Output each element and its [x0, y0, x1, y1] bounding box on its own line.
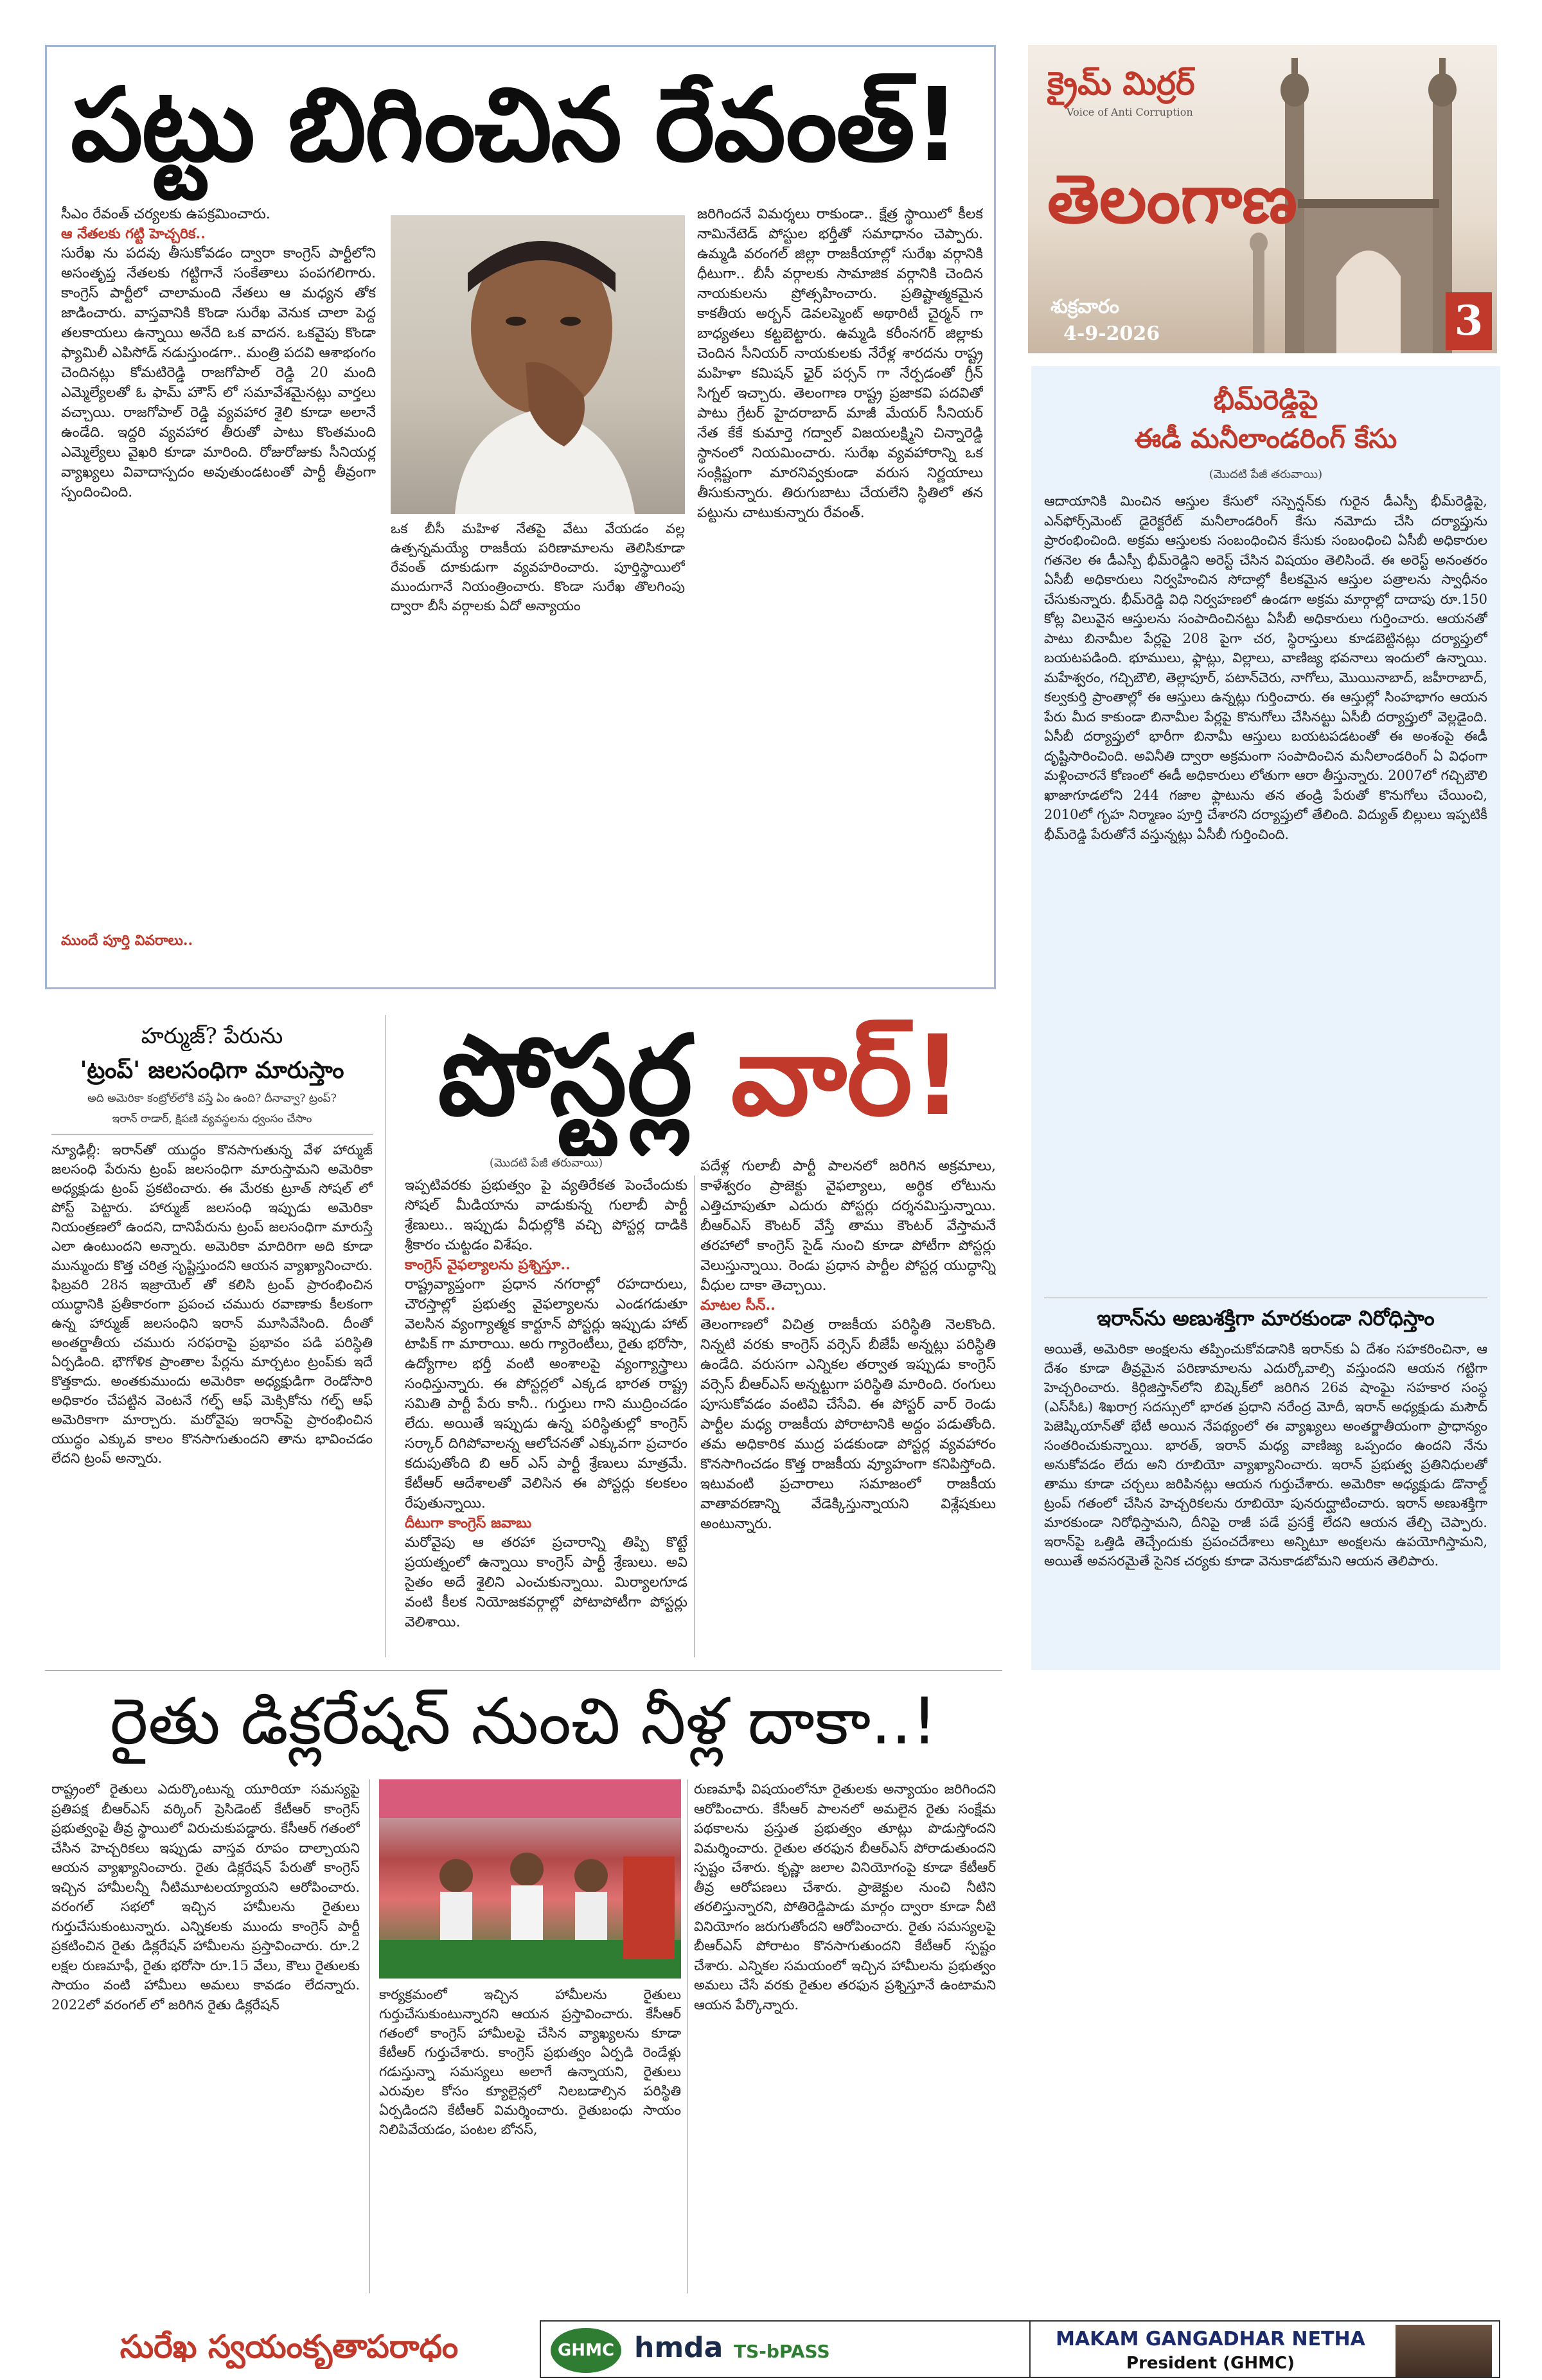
poster-headline-black: పోస్టర్ల [438, 1011, 693, 1140]
poster-col1 [405, 1176, 687, 1664]
lead-headline: పట్టు బిగించిన రేవంత్! [71, 66, 959, 184]
lead-intro [61, 204, 376, 962]
revanth-photo [391, 215, 685, 514]
poster-col2 [700, 1156, 996, 1664]
farmer-headline: రైతు డిక్లరేషన్ నుంచి నీళ్ల దాకా..! [110, 1684, 937, 1759]
lead-body-col1: సురేఖ ను పదవు తీసుకోవడం ద్వారా కాంగ్రెస్ పార్టీలోని అసంతృప్త నేతలకు గట్టిగానే సంకేతాలు పంపగలిగారు. కాంగ్రెస్ పార్టీలో చాలామంది నేతలు ఆ మధ్యన తోక జాడించారు. వాస్తవానికి కొండా సురేఖ వెనుక చాలా పెద్ద తలకాయలు ఉన్నాయి అనేది ఒక వాదన. ఒకవైపు కొండా ఫ్యామిలీ ఎపిసోడ్ నడుస్తుండగా.. మంత్రి పదవి ఆశాభంగం చెందినట్లు కోమటిరెడ్డి రాజగోపాల్ రెడ్డి 20 మంది ఎమ్మెల్యేలతో ఓ ఫామ్ హౌస్ లో సమావేశమైనట్లు వార్తలు వచ్చాయి. రాజగోపాల్ రెడ్డి వ్యవహార శైలి కూడా అలానే ఉండేది. ఇద్దరి వ్యవహార తీరుతో పాటు కొంతమంది ఎమ్మెల్యేలు వైఖరి కూడా మారింది. రోజురోజుకు సీనియర్ల వ్యాఖ్యలు వివాదాస్పదం అవుతుండటంతో పార్టీ తీవ్రంగా స్పందించింది. [61, 245, 376, 500]
ad-person-photo [1396, 2325, 1492, 2378]
farmer-column-rule-1 [369, 1779, 370, 2293]
page-number-badge: 3 [1446, 292, 1492, 350]
ed-headline-2: ఈడీ మనీలాండరింగ్ కేసు [1134, 423, 1397, 454]
poster-headline [398, 1002, 1002, 1156]
ed-headline-1: భీమ్‌రెడ్డిపై [1213, 384, 1318, 416]
hormuz-body: న్యూఢిల్లీ: ఇరాన్‌తో యుద్ధం కొనసాగుతున్న వేళ హార్ముజ్ జలసంధి పేరును ట్రంప్ జలసంధిగా మారుస్తామని అమెరికా అధ్యక్షుడు ట్రంప్ ప్రకటించారు. ఈ మేరకు ట్రూత్ సోషల్ లో పోస్ట్ పెట్టారు. హార్ముజ్ జలసంధి ఇప్పుడు అమెరికా నియంత్రణలో ఉందని, దానిపేరును ట్రంప్ జలసంధిగా మారుస్తే ఎలా ఉంటుందని అన్నారు. అమెరికా మాదిరిగా అది కూడా మున్ముందు కొత్త చరిత్ర సృష్టిస్తుందని ఆయన వ్యాఖ్యానించారు. ఫిబ్రవరి 28న ఇజ్రాయెల్ తో కలిసి ట్రంప్ ప్రారంభించిన యుద్ధానికి ప్రతీకారంగా ప్రపంచ చమురు రవాణాకు కీలకంగా ఉన్న హార్ముజ్ జలసంధిని ఇరాన్ మూసివేసింది. దీంతో అంతర్జాతీయ చమురు సరఫరాపై ప్రభావం పడి పరిస్థితి ఏర్పడింది. భౌగోళిక ప్రాంతాల పేర్లను మార్చటం ట్రంప్‌కు ఇదే కొత్తకాదు. అంతకుముందు అమెరికా అధ్యక్షుడిగా రెండోసారి అధికారం చేపట్టిన వెంటనే గల్ఫ్ ఆఫ్ మెక్సికోను గల్ఫ్ ఆఫ్ అమెరికాగా మార్చారు. మరోవైపు ఇరాన్‌పై ప్రారంభించిన యుద్ధం ఎక్కువ కాలం కొనసాగుతుందని తాను భావించడం లేదని ట్రంప్ అన్నారు. [51, 1142, 373, 1466]
farmer-col2: రుణమాఫీ విషయంలోనూ రైతులకు అన్యాయం జరిగిందని ఆరోపించారు. కేసీఆర్ పాలనలో అమలైన రైతు సంక్షేమ పథకాలను ప్రస్తుత ప్రభుత్వం తూట్లు పొడుస్తోందని విమర్శించారు. రైతుల తరఫున బీఆర్ఎస్ పోరాడుతుందని స్పష్టం చేశారు. కృష్ణా జలాల వినియోగంపై కూడా కేటీఆర్ తీవ్ర ఆరోపణలు చేశారు. ప్రాజెక్టుల నుంచి నీటిని తరలిస్తున్నారని, పోతిరెడ్డిపాడు మార్గం ద్వారా కూడా నీటి వినియోగం జరుగుతోందని ఆరోపించారు. రైతు సమస్యలపై బీఆర్ఎస్ పోరాటం కొనసాగుతుందని కేటీఆర్ స్పష్టం చేశారు. ఎన్నికల సమయంలో ఇచ్చిన హామీలను ప్రభుత్వం అమలు చేసే వరకు రైతుల తరఫున ప్రశ్నిస్తూనే ఉంటామని ఆయన పేర్కొన్నారు. [694, 1781, 996, 2013]
masthead-tagline: Voice of Anti Corruption [1067, 106, 1193, 118]
tsbpass-logo: TS-bPASS [734, 2341, 830, 2362]
masthead-day: శుక్రవారం [1050, 295, 1119, 318]
masthead [1028, 45, 1497, 353]
farmer-photo-caption: కార్యక్రమంలో ఇచ్చిన హామీలను రైతులు గుర్తుచేసుకుంటున్నారని ఆయన ప్రస్తావించారు. కేసీఆర్ గతంలో కాంగ్రెస్ హామీలపై చేసిన వ్యాఖ్యలను కూడా కేటీఆర్ గుర్తుచేశారు. కాంగ్రెస్ ప్రభుత్వం ఏర్పడి రెండేళ్లు గడుస్తున్నా సమస్యలు అలాగే ఉన్నాయని, రైతులు ఎరువుల కోసం క్యూలైన్లలో నిలబడాల్సిన పరిస్థితి ఏర్పడిందని కేటీఆర్ విమర్శించారు. రైతుబంధు సాయం నిలిపివేయడం, పంటల బోనస్, [379, 1987, 681, 2137]
lead-photo-caption: ఒక బీసీ మహిళ నేతపై వేటు వేయడం వల్ల ఉత్పన్నమయ్యే రాజకీయ పరిణామాలను తెలిసికూడా రేవంత్ దూకుడుగా వ్యవహరించారు. పూర్తిస్థాయిలో ముందుగానే నియంత్రించారు. కొండా సురేఖ తొలగింపు ద్వారా బీసీ వర్గాలకు ఏదో అన్యాయం [391, 521, 685, 613]
poster-subhead-2: దీటుగా కాంగ్రెస్ జవాబు [405, 1515, 532, 1531]
masthead-brand: క్రైమ్ మిర్రర్ [1047, 64, 1195, 102]
poster-body-5: తెలంగాణలో విచిత్ర రాజకీయ పరిస్థితి నెలకొంది. నిన్నటి వరకు కాంగ్రెస్ వర్సెస్ బీజేపీ అన్నట్లు పరిస్థితి ఉండేది. వరుసగా ఎన్నికల తర్వాత ఇప్పుడు కాంగ్రెస్ వర్సెస్ బీఆర్ఎస్ అన్నట్టుగా పరిస్థితి మారింది. రంగులు పూసుకోవడం వంటివి చేసేవి. ఈ పోస్టర్ వార్ రెండు పార్టీల మధ్య రాజకీయ పోరాటానికి అద్దం పడుతోంది. తమ అధికారిక ముద్ర పడకుండా పోస్టర్ల వ్యవహారం కొనసాగించడం కొత్త రాజకీయ వ్యూహంగా కనిపిస్తోంది. ఇటువంటి ప్రచారాలు సమాజంలో రాజకీయ వాతావరణాన్ని వేడెక్కిస్తున్నాయని విశ్లేషకులు అంటున్నారు. [700, 1317, 996, 1532]
ghmc-logo: GHMC [551, 2328, 621, 2373]
ed-body: ఆదాయానికి మించిన ఆస్తుల కేసులో సస్పెన్షన్‌కు గురైన డీఎస్పీ భీమ్‌రెడ్డిపై, ఎన్‌ఫోర్స్‌మెంట్ డైరెక్టరేట్ మనీలాండరింగ్ కేసు నమోదు చేసి దర్యాప్తును ప్రారంభించింది. అక్రమ ఆస్తులకు సంబంధించిన కేసుకు సంబంధించి ఏసీబీ అధికారుల గతనెల ఈ డీఎస్పీ భీమ్‌రెడ్డిని అరెస్ట్ చేసిన విషయం తెలిసిందే. ఈ అరెస్ట్ అనంతరం ఏసీబీ అధికారులు నిర్వహించిన సోదాల్లో కీలకమైన ఆస్తుల పత్రాలను స్వాధీనం చేసుకున్నారు. భీమ్‌రెడ్డి విధి నిర్వహణలో ఉండగా అక్రమ మార్గాల్లో దాదాపు రూ.150 కోట్ల విలువైన ఆస్తులను సంపాదించినట్టు ఏసీబీ అధికారులు గుర్తించారు. ఆయనతో పాటు బినామీల పేర్లపై 208 పైగా చర, స్థిరాస్తులు కూడబెట్టినట్లు దర్యాప్తులో బయటపడింది. భూములు, ఫ్లాట్లు, విల్లాలు, వాణిజ్య భవనాలు ఇందులో ఉన్నాయి. మహేశ్వరం, గచ్చిబౌలి, తెల్లాపూర్, పటాన్‌చెరు, నాగోలు, మొయినాబాద్, జహీరాబాద్, కల్వకుర్తి ప్రాంతాల్లో ఈ ఆస్తులు ఉన్నట్లు గుర్తించారు. ఈ ఆస్తుల్లో సింహభాగం ఆయన పేరు మీద కాకుండా బినామీల పేర్లపై కొనుగోలు చేసినట్టు ఏసీబీ దర్యాప్తులో వెల్లడైంది. ఏసీబీ దర్యాప్తులో భారీగా బినామీ ఆస్తులు బయటపడటంతో ఈ అంశంపై ఈడీ దృష్టిసారించింది. అవినీతి ద్వారా అక్రమంగా సంపాదించిన మనీలాండరింగ్ ఏ విధంగా మళ్లించారనే కోణంలో ఈడీ అధికారులు లోతుగా ఆరా తీస్తున్నారు. 2007లో గచ్చిబౌలి ఖాజాగూడలోని 244 గజాల ఫ్లాటును తన తండ్రి పేరుతో కొనుగోలు చేయించి, 2010లో గృహ నిర్మాణం పూర్తి చేశారని దర్యాప్తులో తేలింది. విద్యుత్ బిల్లులు ఇప్పటికీ భీమ్‌రెడ్డి పేరుతోనే వస్తున్నట్లు ఏసీబీ గుర్తించింది. [1044, 493, 1487, 842]
advertisement [540, 2320, 1500, 2378]
ad-person-box [1029, 2322, 1389, 2378]
hormuz-headline: 'ట్రంప్' జలసంధిగా మారుస్తాం [80, 1057, 344, 1084]
ad-person-title: President (GHMC) [1126, 2354, 1295, 2373]
hormuz-deck: అది అమెరికా కంట్రోల్‌లోకి వస్తే ఏం ఉంది? దీనావ్వా? ట్రంప్? [87, 1092, 337, 1105]
masthead-date: 4-9-2026 [1063, 322, 1160, 345]
hormuz-kicker: హర్ముజ్? పేరును [141, 1023, 283, 1049]
poster-body-3: మరోవైపు ఆ తరహా ప్రచారాన్ని తిప్పి కొట్టే ప్రయత్నంలో ఉన్నాయి కాంగ్రెస్ పార్టీ శ్రేణులు. అవి సైతం అదే శైలిని ఎంచుకున్నాయి. మిర్యాలగూడ వంటి కీలక నియోజకవర్గాల్లో పోటాపోటీగా పోస్టర్లు వెలిశాయి. [405, 1535, 687, 1630]
poster-body-1: ఇప్పటివరకు ప్రభుత్వం పై వ్యతిరేకత పెంచేందుకు సోషల్ మీడియాను వాడుకున్న గులాబీ పార్టీ శ్రేణులు.. ఇప్పుడు వీధుల్లోకి వచ్చి పోస్టర్ల దాడికి శ్రీకారం చుట్టడం విశేషం. [405, 1177, 687, 1253]
ed-continued: (మొదటి పేజీ తరువాయి) [1209, 468, 1323, 481]
farmer-column-rule-2 [687, 1779, 688, 2293]
hmda-logo: hmda [634, 2331, 723, 2364]
iran-headline: ఇరాన్‌ను అణుశక్తిగా మారకుండా నిరోధిస్తాం [1097, 1306, 1435, 1330]
lead-body-col2: జరిగిందనే విమర్శలు రాకుండా.. క్షేత్ర స్థాయిలో కీలక నామినేటెడ్ పోస్టుల భర్తీతో సమాధానం చెప్పారు. ఉమ్మడి వరంగల్ జిల్లా రాజకీయాల్లో సురేఖ వర్గానికి ధీటుగా.. బీసీ వర్గాలకు సామాజిక వర్గానికి చెందిన నాయకులను ప్రోత్సహించారు. ప్రతిష్టాత్మకమైన కాకతీయ అర్బన్ డెవలప్మెంట్ అథారిటీ చైర్మన్ గా బాధ్యతలు కట్టబెట్టారు. ఉమ్మడి కరీంనగర్ జిల్లాకు చెందిన సీనియర్ నాయకులకు నేరేళ్ల శారదను రాష్ట్ర మహిళా కమిషన్ ఛైర్ పర్సన్ గా నేర్పడంతో గ్రీన్ సిగ్నల్ ఇచ్చారు. తెలంగాణ రాష్ట్ర ప్రజాకవి పదవితో పాటు గ్రేటర్ హైదరాబాద్ మాజీ మేయర్ సీనియర్ నేత కేకే కుమార్తె గద్వాల్ విజయలక్ష్మిని చిన్నారెడ్డి స్థానంలో నియమించారు. సురేఖ వ్యవహారాన్ని ఒక సంక్లిష్టంగా మారనివ్వకుండా వరుస నిర్ణయాలు తీసుకున్నారు. తిరుగుబాటు చేయలేని స్థితిలో తన పట్టును చాటుకున్నారు రేవంత్. [697, 206, 983, 521]
hormuz-byline: ఇరాన్ రాడార్, క్షిపణి వ్యవస్థలను ధ్వంసం చేసాం [112, 1113, 312, 1125]
poster-body-4: పదేళ్ల గులాబీ పార్టీ పాలనలో జరిగిన అక్రమాలు, కాళేశ్వరం ప్రాజెక్టు వైఫల్యాలు, అర్థిక లోటును ఎత్తిచూపుతూ ఎదురు పోస్టర్లు దర్శనమిస్తున్నాయి. బీఆర్ఎస్ కౌంటర్ వేస్తే తాము కౌంటర్ వేస్తామనే తరహాలో కాంగ్రెస్ సైడ్ నుంచి కూడా పోటీగా పోస్టర్లు వెలుస్తున్నాయి. రెండు ప్రధాన పార్టీల పోస్టర్ల యుద్ధాన్ని వీధుల దాకా తెచ్చాయి. [700, 1158, 996, 1294]
lead-subhead-2: ముందే పూర్తి వివరాలు.. [61, 932, 193, 949]
poster-subhead-1: కాంగ్రెస్ వైఫల్యాలను ప్రశ్నిస్తూ.. [405, 1256, 571, 1273]
ad-person-name: MAKAM GANGADHAR NETHA [1056, 2328, 1365, 2350]
lead-intro-text: సీఎం రేవంత్ చర్యలకు ఉపక్రమించారు. [61, 206, 270, 222]
lead-subhead-1: ఆ నేతలకు గట్టి హెచ్చరిక.. [61, 225, 206, 242]
ktr-rally-photo [379, 1779, 681, 1979]
poster-body-2: రాష్ట్రవ్యాప్తంగా ప్రధాన నగరాల్లో రహదారులు, చౌరస్తాల్లో ప్రభుత్వ వైఫల్యాలను ఎండగడుతూ వెలసిన వ్యంగ్యాత్మక కార్టూన్ పోస్టర్లు ఇప్పుడు హాట్ టాపిక్ గా మారాయి. అరు గ్యారెంటీలు, రైతు భరోసా, ఉద్యోగాల భర్తీ వంటి అంశాలపై వ్యంగ్యాస్త్రాలు సంధిస్తున్నారు. ఈ పోస్టర్లలో ఎక్కడ భారత రాష్ట్ర సమితి పార్టీ పేరు కానీ.. గుర్తులు గాని ముద్రించడం లేదు. అయితే ఇప్పుడు ఉన్న పరిస్థితుల్లో కాంగ్రెస్ సర్కార్ దిగిపోవాలన్న ఆలోచనతో ఎక్కువగా ప్రచారం కదుపుతోంది బి ఆర్ ఎస్ పార్టీ శ్రేణులు మాత్రమే. కేటీఆర్ ఆదేశాలతో వెలిసిన ఈ పోస్టర్లు కలకలం రేపుతున్నాయి. [405, 1276, 687, 1512]
poster-column-rule [694, 1176, 695, 1657]
farmer-top-rule [45, 1670, 1002, 1671]
masthead-state: తెలంగాణ [1047, 159, 1298, 238]
poster-headline-red: వార్! [731, 1011, 963, 1140]
farmer-col1: రాష్ట్రంలో రైతులు ఎదుర్కొంటున్న యూరియా సమస్యపై ప్రతిపక్ష బీఆర్ఎస్ వర్కింగ్ ప్రెసిడెంట్ కేటీఆర్ కాంగ్రెస్ ప్రభుత్వంపై తీవ్ర స్థాయిలో విరుచుకుపడ్డారు. కేసీఆర్ గతంలో చేసిన హెచ్చరికలు ఇప్పుడు వాస్తవ రూపం దాల్చాయని ఆయన వ్యాఖ్యానించారు. రైతు డిక్లరేషన్ పేరుతో కాంగ్రెస్ ఇచ్చిన హామీలన్నీ నీటిమూటలయ్యాయని ఆరోపించారు. వరంగల్ సభలో ఇచ్చిన హామీలను రైతులు గుర్తుచేసుకుంటున్నారు. ఎన్నికలకు ముందు కాంగ్రెస్ పార్టీ ప్రకటించిన రైతు డిక్లరేషన్ హామీలను ప్రస్తావించారు. రూ.2 లక్షల రుణమాఫీ, రైతు భరోసా రూ.15 వేలు, కౌలు రైతులకు సాయం వంటి హామీలు అమలు కావడం లేదన్నారు. 2022లో వరంగల్ లో జరిగిన రైతు డిక్లరేషన్ [51, 1781, 360, 2013]
poster-continued: (మొదటి పేజీ తరువాయి) [489, 1156, 603, 1170]
surekha-headline: సురేఖ స్వయంకృతాపరాధం [120, 2327, 459, 2365]
poster-subhead-3: మాటల సీన్.. [700, 1297, 775, 1314]
iran-body: అయితే, అమెరికా అంక్షలను తప్పించుకోవడానికి ఇరాన్‌కు ఏ దేశం సహకరించినా, ఆ దేశం కూడా తీవ్రమైన పరిణామాలను ఎదుర్కోవాల్సి వస్తుందని ఆయన గట్టిగా హెచ్చరించారు. కిర్గిజిస్తాన్‌లోని బిష్కెక్‌లో జరిగిన 26వ షాంఘై సహకార సంస్థ (ఎస్‌సీఓ) శిఖరాగ్ర సదస్సులో భారత ప్రధాని నరేంద్ర మోదీ, ఇరాన్ అధ్యక్షుడు మసౌద్ పెజెష్కియాన్‌తో భేటీ అయిన నేపథ్యంలో ఈ వ్యాఖ్యలు అంతర్జాతీయంగా ప్రాధాన్యం సంతరించుకున్నాయి. భారత్, ఇరాన్ మధ్య వాణిజ్య ఒప్పందం ఉందని నేను అనుకోవడం లేదు అని రూబియో వ్యాఖ్యానించారు. ఇరాన్ ప్రభుత్వ ప్రతినిధులతో తాము కూడా చర్చలు జరిపినట్లు ఆయన గుర్తుచేశారు. అమెరికా అధ్యక్షుడు డొనాల్డ్ ట్రంప్ గతంలో చేసిన హెచ్చరికలను రూబియో పునరుద్ఘాటించారు. ఇరాన్ అణుశక్తిగా మారకుండా నిరోధిస్తామని, దీనిపై రాజీ పడే ప్రసక్తే లేదని ఆయన తేల్చి చెప్పారు. ఇరాన్‌పై ఒత్తిడి తెచ్చేందుకు ప్రపంచదేశాలు అన్నిటూ అంక్షలను ఉపయోగిస్తామని, అయితే అవసరమైతే సైనిక చర్యకు కూడా వెనుకాడబోమని ఆయన తెలిపారు. [1044, 1341, 1487, 1569]
